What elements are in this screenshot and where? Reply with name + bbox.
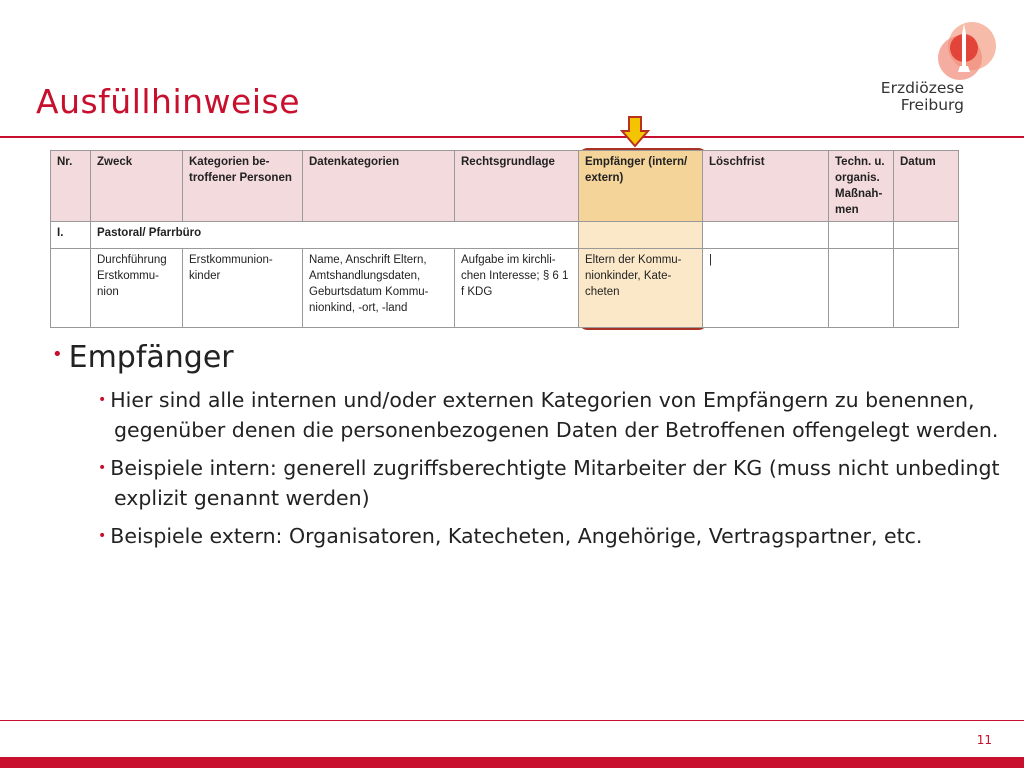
register-table-image — [50, 150, 960, 325]
header-cell-empfaenger: Empfänger (intern/ extern) — [579, 151, 703, 222]
header-cell: Datum — [894, 151, 959, 222]
cell-datenkategorien: Name, Anschrift Eltern, Amtshandlungsdaten, Geburtsdatum Kommu-nionkind, -ort, -land — [303, 249, 455, 328]
cell-datum — [894, 249, 959, 328]
cell-massnahmen — [829, 249, 894, 328]
cell-rechtsgrundlage: Aufgabe im kirchli-chen Interesse; § 6 1 f KDG — [455, 249, 579, 328]
footer-divider — [0, 720, 1024, 721]
section-label: Pastoral/ Pfarrbüro — [91, 222, 579, 249]
down-arrow-icon — [620, 116, 650, 148]
footer-bar — [0, 757, 1024, 768]
header-cell: Nr. — [51, 151, 91, 222]
table-section-row — [51, 222, 959, 249]
cell-empfaenger: Eltern der Kommu-nionkinder, Kate-cheten — [579, 249, 703, 328]
bullet-item: • Beispiele extern: Organisatoren, Katecheten, Angehörige, Vertragspartner, etc. — [98, 524, 923, 548]
bullet-dot-icon: • — [98, 528, 107, 544]
processing-register-table — [50, 150, 959, 328]
section-nr: I. — [51, 222, 91, 249]
content-bullets — [52, 340, 1002, 559]
header-cell: Kategorien be-troffener Personen — [183, 151, 303, 222]
table-row — [51, 249, 959, 328]
page-number: 11 — [976, 733, 992, 747]
header-cell: Datenkategorien — [303, 151, 455, 222]
header-cell: Löschfrist — [703, 151, 829, 222]
header-cell: Rechtsgrundlage — [455, 151, 579, 222]
bullet-heading: • Empfänger — [52, 340, 234, 375]
bullet-dot-icon: • — [98, 460, 107, 476]
table-cell — [829, 222, 894, 249]
title-divider — [0, 136, 1024, 138]
cell-nr — [51, 249, 91, 328]
table-cell — [894, 222, 959, 249]
cell-kategorien: Erstkommunion-kinder — [183, 249, 303, 328]
bullet-item: • Beispiele intern: generell zugriffsberechtigte Mitarbeiter der KG (muss nicht unbedingt explizit genannt werden) — [98, 456, 1000, 510]
bullet-item: • Hier sind alle internen und/oder externen Kategorien von Empfängern zu benennen, gegenüber denen die personenbezogenen Daten der Betroffenen offengelegt werden. — [98, 388, 999, 442]
table-cell — [703, 222, 829, 249]
table-cell — [579, 222, 703, 249]
slide-title: Ausfüllhinweise — [36, 82, 301, 121]
cell-zweck: Durchführung Erstkommu-nion — [91, 249, 183, 328]
header-cell: Zweck — [91, 151, 183, 222]
bullet-dot-icon: • — [98, 392, 107, 408]
header-cell: Techn. u. organis. Maßnah-men — [829, 151, 894, 222]
table-header-row — [51, 151, 959, 222]
cell-loeschfrist: | — [703, 249, 829, 328]
logo-text: Erzdiözese Freiburg — [880, 79, 964, 114]
erzdioezese-logo-icon — [936, 18, 1006, 88]
logo — [880, 18, 1006, 122]
bullet-dot-icon: • — [52, 344, 63, 365]
